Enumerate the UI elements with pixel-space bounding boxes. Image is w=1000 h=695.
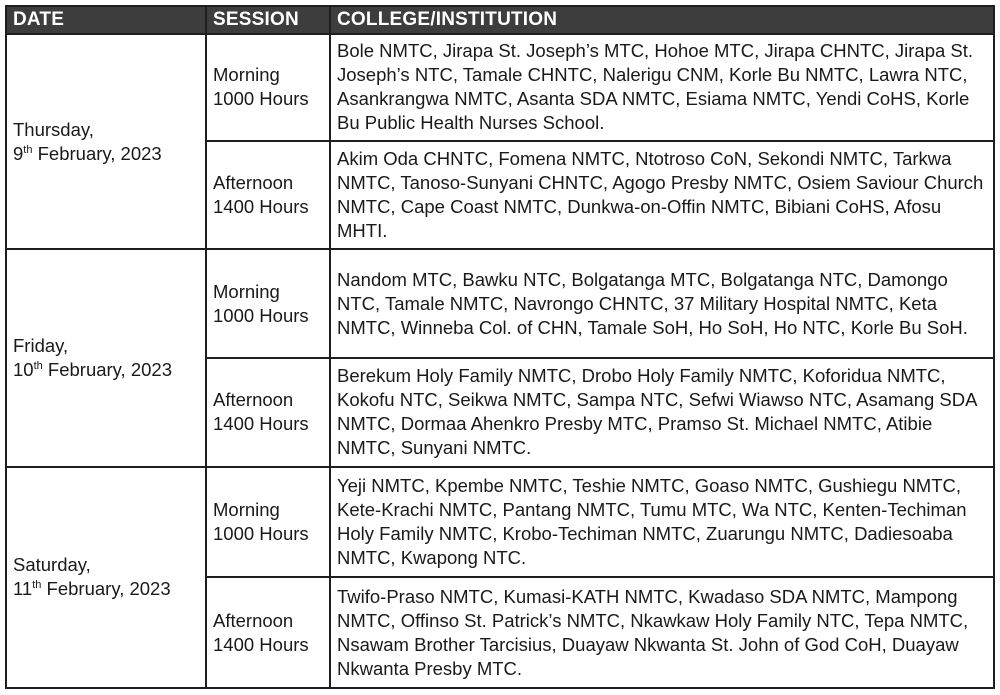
date-weekday: Thursday, (13, 118, 94, 140)
date-month-year: February, 2023 (47, 358, 172, 380)
exam-schedule-table (5, 5, 995, 689)
session-time: 1400 Hours (213, 633, 309, 655)
session-cell (206, 577, 330, 688)
session-cell (206, 467, 330, 578)
session-cell (206, 358, 330, 467)
session-time: 1000 Hours (213, 304, 309, 326)
date-day-number: 10 (13, 358, 34, 380)
date-ordinal: th (33, 359, 43, 372)
college-list: Yeji NMTC, Kpembe NMTC, Teshie NMTC, Goaso NMTC, Gushiegu NMTC, Kete-Krachi NMTC, Pantang NMTC, Tumu MTC, Wa NTC, Kenten-Techiman Holy Family NMTC, Krobo-Techiman NMTC, Zuarungu NMTC, Dadiesoaba NMTC, Kwapong NTC. (330, 467, 994, 578)
table-row (6, 467, 994, 578)
session-name: Morning (213, 280, 280, 302)
session-cell (206, 249, 330, 358)
session-time: 1400 Hours (213, 413, 309, 435)
date-weekday: Saturday, (13, 554, 91, 576)
college-list: Berekum Holy Family NMTC, Drobo Holy Family NMTC, Koforidua NMTC, Kokofu NTC, Seikwa NMTC, Sampa NTC, Sefwi Wiawso NTC, Asamang SDA NMTC, Dormaa Ahenkro Presby MTC, Pramso St. Michael NMTC, Atibie NMTC, Sunyani NMTC. (330, 358, 994, 467)
date-day-number: 11 (13, 578, 33, 600)
session-time: 1000 Hours (213, 88, 309, 110)
college-list: Bole NMTC, Jirapa St. Joseph’s MTC, Hohoe MTC, Jirapa CHNTC, Jirapa St. Joseph’s NTC, Tamale CHNTC, Nalerigu CNM, Korle Bu NMTC, Lawra NTC, Asankrangwa NMTC, Asanta SDA NMTC, Esiama NMTC, Yendi CoHS, Korle Bu Public Health Nurses School. (330, 34, 994, 141)
session-cell (206, 141, 330, 250)
date-cell-saturday (6, 467, 206, 688)
college-list: Twifo-Praso NMTC, Kumasi-KATH NMTC, Kwadaso SDA NMTC, Mampong NMTC, Offinso St. Patrick’s NMTC, Nkawkaw Holy Family NTC, Tepa NMTC, Nsawam Brother Tarcisius, Duayaw Nkwanta St. John of God CoH, Duayaw Nkwanta Presby MTC. (330, 577, 994, 688)
college-list: Akim Oda CHNTC, Fomena NMTC, Ntotroso CoN, Sekondi NMTC, Tarkwa NMTC, Tanoso-Sunyani CHNTC, Agogo Presby NMTC, Osiem Saviour Church NMTC, Cape Coast NMTC, Dunkwa-on-Offin NMTC, Bibiani CoHS, Afosu MHTI. (330, 141, 994, 250)
date-weekday: Friday, (13, 334, 69, 356)
session-name: Morning (213, 498, 280, 520)
date-ordinal: th (32, 579, 42, 592)
header-college: COLLEGE/INSTITUTION (330, 6, 994, 34)
table-row (6, 249, 994, 358)
session-time: 1000 Hours (213, 522, 309, 544)
session-name: Morning (213, 64, 280, 86)
session-name: Afternoon (213, 609, 294, 631)
header-date: DATE (6, 6, 206, 34)
session-cell (206, 34, 330, 141)
date-day-number: 9 (13, 142, 24, 164)
date-cell-friday (6, 249, 206, 466)
date-month-year: February, 2023 (37, 142, 162, 164)
college-list: Nandom MTC, Bawku NTC, Bolgatanga MTC, Bolgatanga NTC, Damongo NTC, Tamale NMTC, Navrongo CHNTC, 37 Military Hospital NMTC, Keta NMTC, Winneba Col. of CHN, Tamale SoH, Ho SoH, Ho NTC, Korle Bu SoH. (330, 249, 994, 358)
header-row (6, 6, 994, 34)
header-session: SESSION (206, 6, 330, 34)
date-cell-thursday (6, 34, 206, 249)
table-row (6, 34, 994, 141)
date-ordinal: th (23, 143, 33, 156)
session-name: Afternoon (213, 171, 294, 193)
session-time: 1400 Hours (213, 195, 309, 217)
session-name: Afternoon (213, 389, 294, 411)
date-month-year: February, 2023 (46, 578, 171, 600)
